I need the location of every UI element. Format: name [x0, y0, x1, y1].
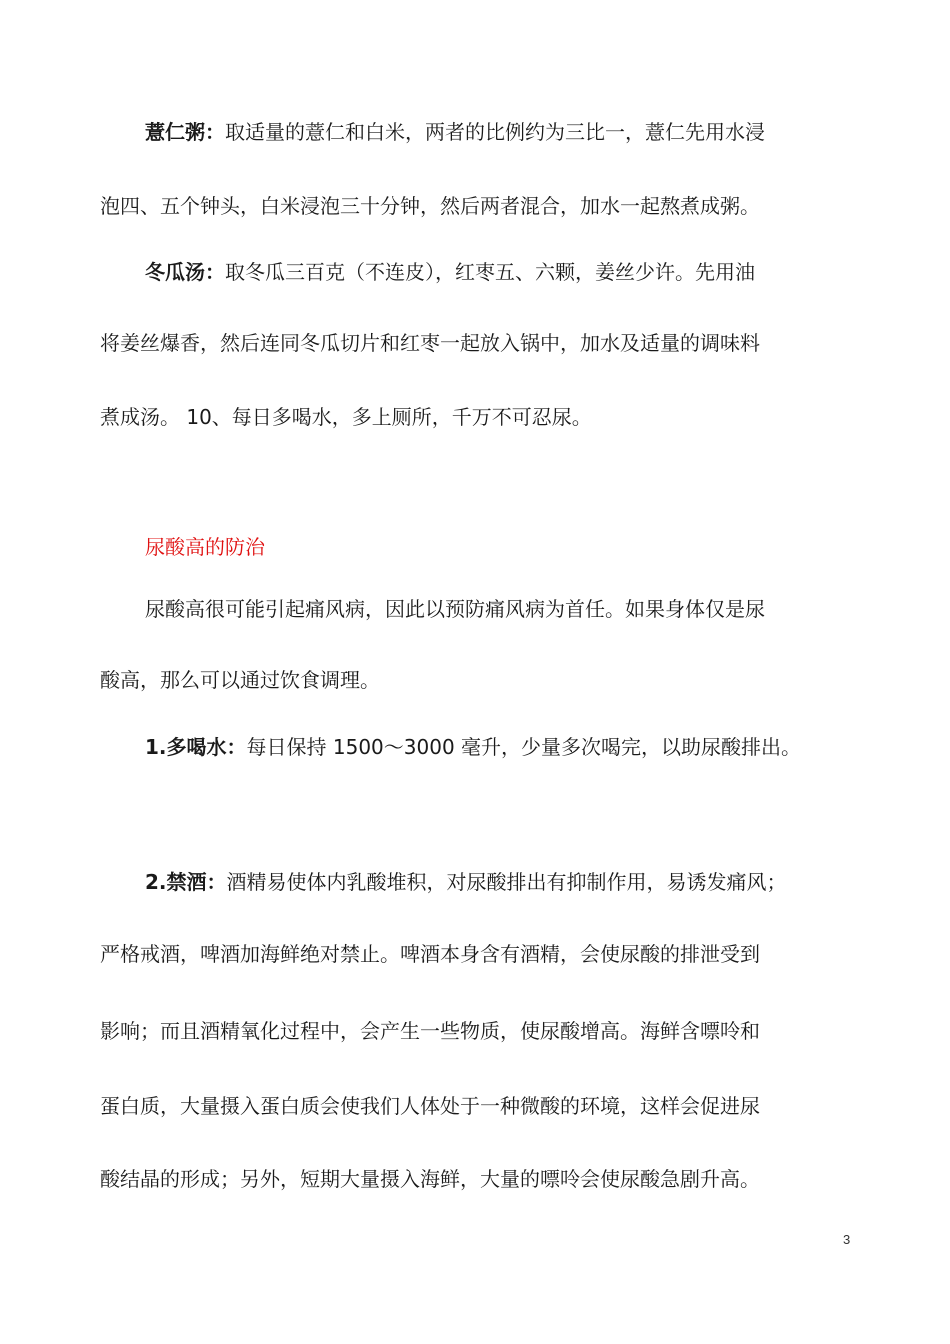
- paragraph-water: [145, 733, 850, 761]
- paragraph-alcohol-line-3: 影响；而且酒精氧化过程中，会产生一些物质，使尿酸增高。海鲜含嘌呤和: [100, 1019, 760, 1043]
- alcohol-text-1: 酒精易使体内乳酸堆积，对尿酸排出有抑制作用，易诱发痛风；: [226, 870, 787, 894]
- paragraph-donggua-line-2: 将姜丝爆香，然后连同冬瓜切片和红枣一起放入锅中，加水及适量的调味料: [100, 331, 760, 355]
- page-number: 3: [843, 1232, 851, 1247]
- section-heading: 尿酸高的防治: [145, 535, 265, 559]
- alcohol-title: 2.禁酒：: [145, 870, 227, 894]
- donggua-title: 冬瓜汤：: [145, 260, 225, 284]
- paragraph-alcohol-line-2: 严格戒酒，啤酒加海鲜绝对禁止。啤酒本身含有酒精，会使尿酸的排泄受到: [100, 942, 760, 966]
- water-title: 1.多喝水：: [145, 735, 247, 759]
- paragraph-intro-line-1: 尿酸高很可能引起痛风病，因此以预防痛风病为首任。如果身体仅是尿: [145, 597, 765, 621]
- paragraph-yiren-line-2: 泡四、五个钟头，白米浸泡三十分钟，然后两者混合，加水一起熬煮成粥。: [100, 194, 760, 218]
- paragraph-intro-line-2: 酸高，那么可以通过饮食调理。: [100, 668, 380, 692]
- paragraph-yiren-line-1: [145, 118, 850, 146]
- donggua-text-1: 取冬瓜三百克（不连皮），红枣五、六颗，姜丝少许。先用油: [225, 260, 755, 284]
- paragraph-alcohol-line-4: 蛋白质，大量摄入蛋白质会使我们人体处于一种微酸的环境，这样会促进尿: [100, 1094, 760, 1118]
- paragraph-alcohol-line-1: [145, 868, 850, 896]
- paragraph-donggua-line-1: [145, 258, 850, 286]
- yiren-text-1: 取适量的薏仁和白米，两者的比例约为三比一，薏仁先用水浸: [225, 120, 765, 144]
- paragraph-donggua-line-3: 煮成汤。 10、每日多喝水，多上厕所，千万不可忍尿。: [100, 405, 592, 429]
- water-text: 每日保持 1500～3000 毫升，少量多次喝完，以助尿酸排出。: [246, 735, 802, 759]
- paragraph-alcohol-line-5: 酸结晶的形成；另外，短期大量摄入海鲜，大量的嘌呤会使尿酸急剧升高。: [100, 1167, 760, 1191]
- yiren-title: 薏仁粥：: [145, 120, 225, 144]
